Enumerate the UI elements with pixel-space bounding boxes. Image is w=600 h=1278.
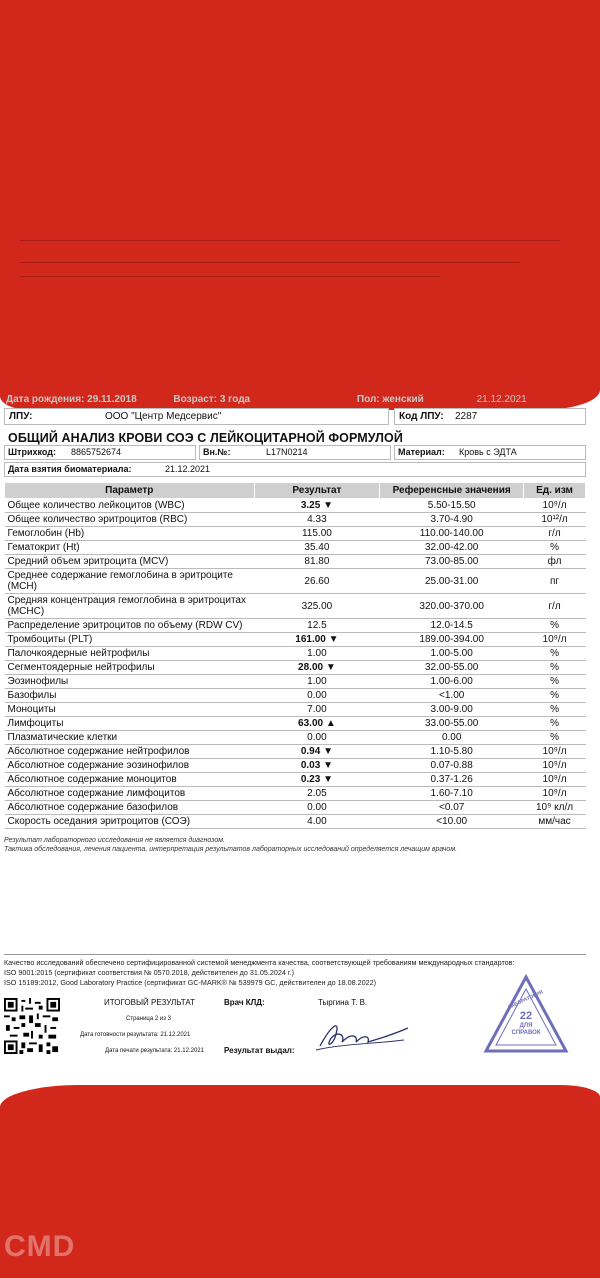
stamp-mid-text-2: СПРАВОК xyxy=(511,1030,541,1036)
cell-parameter: Общее количество лейкоцитов (WBC) xyxy=(5,499,255,513)
barcode-box: Штрихкод: 8865752674 xyxy=(4,445,196,460)
material-value: Кровь с ЭДТА xyxy=(459,447,517,457)
cell-result: 0.03 ▼ xyxy=(254,759,380,773)
cell-result: 81.80 xyxy=(254,555,380,569)
note-diagnosis: Результат лабораторного исследования не является диагнозом. xyxy=(4,837,225,844)
cell-result: 115.00 xyxy=(254,527,380,541)
cell-reference: 12.0-14.5 xyxy=(380,619,524,633)
cell-unit: 10⁹/л xyxy=(524,745,586,759)
cell-unit: 10⁹/л xyxy=(524,787,586,801)
cell-unit: 10⁹ кл/л xyxy=(524,801,586,815)
lpu-value: ООО "Центр Медсервис" xyxy=(105,411,222,422)
cell-reference: 5.50-15.50 xyxy=(380,499,524,513)
table-row xyxy=(5,773,586,787)
doctor-label: Врач КЛД: xyxy=(224,998,265,1007)
doctor-name: Тыргина Т. В. xyxy=(318,998,368,1007)
cell-result: 28.00 ▼ xyxy=(254,661,380,675)
cell-parameter: Абсолютное содержание базофилов xyxy=(5,801,255,815)
lpu-box: ЛПУ: ООО "Центр Медсервис" xyxy=(4,408,389,425)
final-result-label: ИТОГОВЫЙ РЕЗУЛЬТАТ xyxy=(104,998,195,1007)
cell-parameter: Абсолютное содержание лимфоцитов xyxy=(5,787,255,801)
stamp-number: 22 xyxy=(519,1010,533,1022)
cell-unit: 10⁹/л xyxy=(524,773,586,787)
col-header-unit: Ед. изм xyxy=(524,483,586,499)
cell-reference: 33.00-55.00 xyxy=(380,717,524,731)
cell-parameter: Абсолютное содержание эозинофилов xyxy=(5,759,255,773)
col-header-reference: Референсные значения xyxy=(380,483,524,499)
watermark: CMD xyxy=(4,1230,76,1263)
barcode-value: 8865752674 xyxy=(71,447,122,457)
internal-number-box: Вн.№: L17N0214 xyxy=(199,445,391,460)
cell-reference: 3.70-4.90 xyxy=(380,513,524,527)
table-row xyxy=(5,541,586,555)
cell-parameter: Базофилы xyxy=(5,689,255,703)
cell-result: 161.00 ▼ xyxy=(254,633,380,647)
cell-parameter: Абсолютное содержание нейтрофилов xyxy=(5,745,255,759)
cell-reference: <10.00 xyxy=(380,815,524,829)
issued-label: Результат выдал: xyxy=(224,1046,295,1055)
cell-unit: % xyxy=(524,717,586,731)
cell-reference: 189.00-394.00 xyxy=(380,633,524,647)
cell-unit: 10⁹/л xyxy=(524,499,586,513)
qr-code xyxy=(4,998,60,1054)
cell-unit: % xyxy=(524,647,586,661)
cell-parameter: Абсолютное содержание моноцитов xyxy=(5,773,255,787)
lpu-code-box: Код ЛПУ: 2287 xyxy=(394,408,586,425)
cell-unit: пг xyxy=(524,569,586,594)
cell-parameter: Распределение эритроцитов по объему (RDW CV) xyxy=(5,619,255,633)
lab-stamp xyxy=(482,971,570,1059)
cell-parameter: Сегментоядерные нейтрофилы xyxy=(5,661,255,675)
cell-reference: 0.37-1.26 xyxy=(380,773,524,787)
cell-parameter: Тромбоциты (PLT) xyxy=(5,633,255,647)
doctor-signature xyxy=(312,1014,412,1054)
table-header-row xyxy=(5,483,586,499)
table-row xyxy=(5,787,586,801)
cell-parameter: Среднее содержание гемоглобина в эритроците (MCH) xyxy=(5,569,255,594)
cell-reference: 3.00-9.00 xyxy=(380,703,524,717)
table-row xyxy=(5,815,586,829)
table-row xyxy=(5,499,586,513)
cell-unit: 10⁹/л xyxy=(524,633,586,647)
cell-unit: 10¹²/л xyxy=(524,513,586,527)
cell-result: 1.00 xyxy=(254,675,380,689)
internal-number-value: L17N0214 xyxy=(266,447,308,457)
stamp-top-text: ЛАБОРАТОРИЯ xyxy=(506,989,545,1011)
cell-unit: % xyxy=(524,689,586,703)
cell-parameter: Гемоглобин (Hb) xyxy=(5,527,255,541)
cell-result: 4.00 xyxy=(254,815,380,829)
col-header-parameter: Параметр xyxy=(5,483,255,499)
dob-row: Дата рождения: 29.11.2018 Возраст: 3 года Пол: женский 21.12.2021 xyxy=(6,394,527,405)
report-title: ОБЩИЙ АНАЛИЗ КРОВИ СОЭ С ЛЕЙКОЦИТАРНОЙ ФОРМУЛОЙ xyxy=(8,431,403,445)
cell-result: 7.00 xyxy=(254,703,380,717)
table-row xyxy=(5,555,586,569)
faded-date: 21.12.2021 xyxy=(476,394,527,405)
cell-parameter: Моноциты xyxy=(5,703,255,717)
cell-unit: % xyxy=(524,703,586,717)
table-row xyxy=(5,661,586,675)
cell-reference: 32.00-55.00 xyxy=(380,661,524,675)
table-row xyxy=(5,569,586,594)
cell-reference: 1.10-5.80 xyxy=(380,745,524,759)
cell-result: 4.33 xyxy=(254,513,380,527)
cell-parameter: Гематокрит (Ht) xyxy=(5,541,255,555)
table-row xyxy=(5,647,586,661)
cell-unit: % xyxy=(524,541,586,555)
table-row xyxy=(5,675,586,689)
table-row xyxy=(5,731,586,745)
cell-parameter: Средняя концентрация гемоглобина в эритроцитах (MCHC) xyxy=(5,594,255,619)
collection-date-box: Дата взятия биоматериала: 21.12.2021 xyxy=(4,462,586,477)
quality-block: Качество исследований обеспечено сертифицированной системой менеджмента качества, соответствующей требованиям международных стандартов: ISO 9001:2015 (сертификат соответствия № 0570.2018, действителен до 31.05.2024 г.) ISO 15189:2012, Good Laboratory Practice (сертификат GC-MARK® № 539979 GC, действителен до 18.08.2022) xyxy=(4,954,586,988)
table-row xyxy=(5,689,586,703)
cell-unit: мм/час xyxy=(524,815,586,829)
cell-unit: % xyxy=(524,619,586,633)
cell-reference: 110.00-140.00 xyxy=(380,527,524,541)
cell-unit: фл xyxy=(524,555,586,569)
cell-parameter: Скорость оседания эритроцитов (СОЭ) xyxy=(5,815,255,829)
table-row xyxy=(5,633,586,647)
cell-reference: 73.00-85.00 xyxy=(380,555,524,569)
cell-result: 3.25 ▼ xyxy=(254,499,380,513)
cell-result: 26.60 xyxy=(254,569,380,594)
cell-result: 325.00 xyxy=(254,594,380,619)
stamp-mid-text-1: ДЛЯ xyxy=(519,1023,533,1029)
cell-parameter: Плазматические клетки xyxy=(5,731,255,745)
ready-date: Дата готовности результата: 21.12.2021 xyxy=(80,1032,191,1038)
cell-unit: % xyxy=(524,661,586,675)
material-box: Материал: Кровь с ЭДТА xyxy=(394,445,586,460)
cell-reference: <0.07 xyxy=(380,801,524,815)
lpu-code-value: 2287 xyxy=(455,411,478,422)
cell-unit: г/л xyxy=(524,594,586,619)
cell-result: 0.00 xyxy=(254,801,380,815)
print-date: Дата печати результата: 21.12.2021 xyxy=(105,1048,204,1054)
cell-result: 12.5 xyxy=(254,619,380,633)
cell-unit: 10⁹/л xyxy=(524,759,586,773)
table-row xyxy=(5,801,586,815)
table-row xyxy=(5,717,586,731)
cell-reference: 320.00-370.00 xyxy=(380,594,524,619)
cell-result: 0.00 xyxy=(254,689,380,703)
cell-parameter: Средний объем эритроцита (MCV) xyxy=(5,555,255,569)
cell-unit: % xyxy=(524,675,586,689)
table-row xyxy=(5,513,586,527)
cell-parameter: Палочкоядерные нейтрофилы xyxy=(5,647,255,661)
cell-reference: 32.00-42.00 xyxy=(380,541,524,555)
note-tactics: Тактика обследования, лечения пациента, интерпретация результатов лабораторных исследований определяется лечащим врачом. xyxy=(4,846,458,853)
cell-unit: г/л xyxy=(524,527,586,541)
cell-result: 1.00 xyxy=(254,647,380,661)
cell-reference: 25.00-31.00 xyxy=(380,569,524,594)
cell-result: 0.00 xyxy=(254,731,380,745)
cell-result: 63.00 ▲ xyxy=(254,717,380,731)
table-row xyxy=(5,703,586,717)
cell-result: 2.05 xyxy=(254,787,380,801)
cell-reference: 1.60-7.10 xyxy=(380,787,524,801)
cell-reference: 1.00-6.00 xyxy=(380,675,524,689)
redaction-bottom xyxy=(0,1085,600,1278)
cell-reference: 1.00-5.00 xyxy=(380,647,524,661)
col-header-result: Результат xyxy=(254,483,380,499)
page-number: Страница 2 из 3 xyxy=(126,1016,171,1022)
table-row xyxy=(5,619,586,633)
cell-reference: 0.07-0.88 xyxy=(380,759,524,773)
table-row xyxy=(5,594,586,619)
cell-parameter: Общее количество эритроцитов (RBC) xyxy=(5,513,255,527)
cell-result: 35.40 xyxy=(254,541,380,555)
redaction-top xyxy=(0,0,600,410)
table-row xyxy=(5,745,586,759)
results-table xyxy=(4,482,586,829)
cell-parameter: Эозинофилы xyxy=(5,675,255,689)
table-row xyxy=(5,759,586,773)
cell-reference: 0.00 xyxy=(380,731,524,745)
cell-unit: % xyxy=(524,731,586,745)
cell-reference: <1.00 xyxy=(380,689,524,703)
results-body xyxy=(5,499,586,829)
cell-result: 0.94 ▼ xyxy=(254,745,380,759)
cell-parameter: Лимфоциты xyxy=(5,717,255,731)
collection-date-value: 21.12.2021 xyxy=(165,464,211,474)
cell-result: 0.23 ▼ xyxy=(254,773,380,787)
table-row xyxy=(5,527,586,541)
